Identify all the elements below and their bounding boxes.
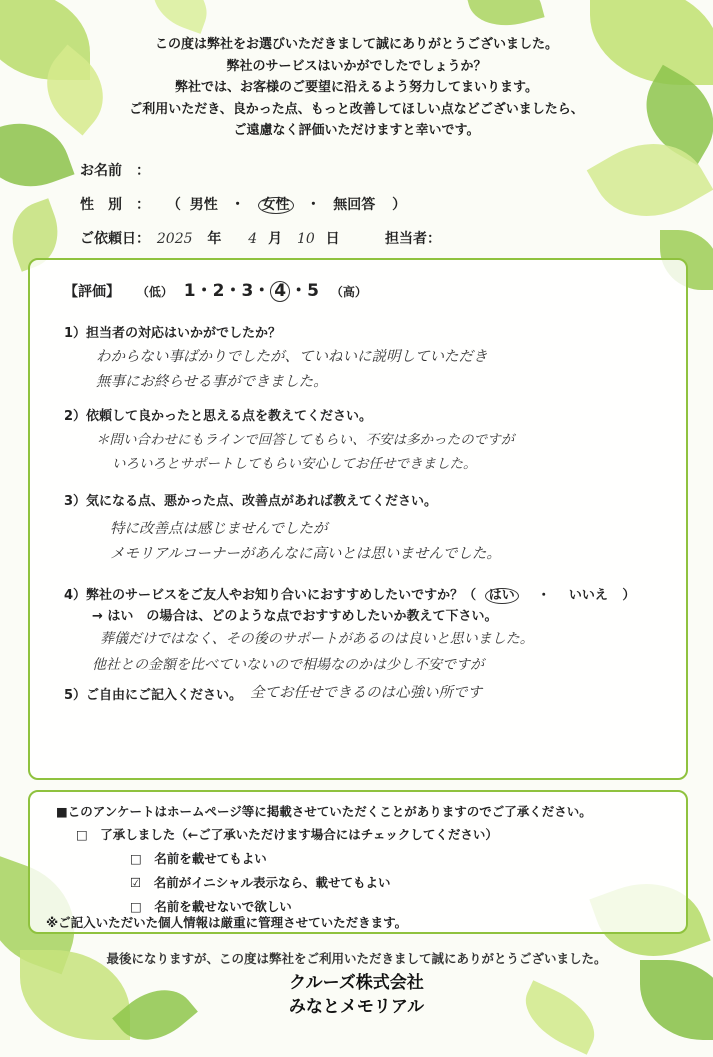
- consent-notice: ■このアンケートはホームページ等に掲載させていただくことがありますのでご了承ください。: [56, 804, 592, 819]
- answer-yes-circled[interactable]: はい: [485, 588, 519, 604]
- privacy-note: ※ご記入いただいた個人情報は厳重に管理させていただきます。: [46, 915, 408, 930]
- intro-line: ご利用いただき、良かった点、もっと改善してほしい点などございましたら、: [129, 101, 584, 117]
- rating-row: 【評価】 （低） 1・2・3・ 4 ・5 （高）: [64, 281, 367, 301]
- answer-3-line: 特に改善点は感じませんでしたが: [110, 521, 328, 537]
- company-name: クルーズ株式会社: [289, 973, 424, 993]
- rating-label: 【評価】: [64, 284, 120, 300]
- question-5: 5）ご自由にご記入ください。: [64, 688, 243, 703]
- answer-4-line: 葬儀だけではなく、その後のサポートがあるのは良いと思いました。: [100, 631, 534, 647]
- name-field: [80, 160, 150, 180]
- gender-close: ）: [392, 197, 407, 213]
- question-4-close: ）: [622, 588, 636, 603]
- question-4-text: 4）弊社のサービスをご友人やお知り合いにおすすめしたいですか？（: [64, 588, 477, 603]
- name-label: お名前 ：: [80, 163, 150, 179]
- gender-dot: ・: [230, 197, 245, 213]
- answer-2-line: ＊問い合わせにもラインで回答してもらい、不安は多かったのですが: [96, 432, 515, 448]
- date-field: [80, 228, 640, 248]
- answer-5: 全てお任せできるのは心強い所です: [250, 685, 482, 701]
- intro-line: ご遠慮なく評価いただけますと幸いです。: [233, 123, 480, 138]
- question-4-sub: → はい の場合は、どのような点でおすすめしたいか教えて下さい。: [92, 609, 498, 624]
- answer-4-line: 他社との金額を比べていないので相場なのかは少し不安ですが: [92, 657, 484, 673]
- year-unit: 年: [207, 231, 222, 247]
- gender-male[interactable]: 男性: [189, 197, 218, 213]
- rating-1[interactable]: 1: [183, 281, 196, 301]
- intro-line: 弊社では、お客様のご要望に沿えるよう努力してまいります。: [175, 80, 538, 95]
- rating-high: （高）: [330, 285, 367, 299]
- question-2: 2）依頼して良かったと思える点を教えてください。: [64, 409, 373, 424]
- intro-message: [0, 34, 713, 142]
- question-3: 3）気になる点、悪かった点、改善点があれば教えてください。: [64, 494, 438, 509]
- gender-female-circled[interactable]: 女性: [258, 197, 294, 214]
- gender-field: [80, 194, 406, 214]
- answer-no[interactable]: いいえ: [568, 588, 608, 603]
- rating-low: （低）: [136, 285, 173, 299]
- option-name-no[interactable]: □ 名前を載せないで欲しい: [130, 899, 292, 914]
- month-unit: 月: [268, 231, 283, 247]
- gender-dot: ・: [306, 197, 321, 213]
- intro-line: 弊社のサービスはいかがでしたでしょうか？: [226, 58, 487, 74]
- rating-2[interactable]: 2: [212, 281, 225, 301]
- intro-line: この度は弊社をお選びいただきまして誠にありがとうございました。: [154, 37, 558, 52]
- closing-message: 最後になりますが、この度は弊社をご利用いただきまして誠にありがとうございました。: [106, 951, 607, 966]
- gender-none[interactable]: 無回答: [333, 197, 376, 213]
- day-unit: 日: [325, 231, 340, 247]
- month-value: 4: [248, 231, 258, 247]
- option-initial-ok-checked[interactable]: ☑ 名前がイニシャル表示なら、載せてもよい: [130, 875, 391, 890]
- answer-1-line: 無事にお終らせる事ができました。: [96, 374, 328, 390]
- gender-label: 性 別 ：: [80, 197, 150, 213]
- answer-2-line: いろいろとサポートしてもらい安心してお任せできました。: [112, 456, 477, 472]
- rating-3[interactable]: 3: [241, 281, 254, 301]
- option-name-ok[interactable]: □ 名前を載せてもよい: [130, 851, 267, 866]
- day-value: 10: [296, 231, 315, 247]
- consent-agree-checkbox[interactable]: □ 了承しました（←ご了承いただけます場合にはチェックしてください）: [76, 827, 498, 842]
- staff-label: 担当者：: [385, 231, 441, 247]
- question-1: 1）担当者の対応はいかがでしたか？: [64, 326, 282, 341]
- gender-open: （: [166, 197, 181, 213]
- rating-4-circled[interactable]: 4: [270, 281, 290, 302]
- question-4: [64, 584, 635, 604]
- answer-1-line: わからない事ばかりでしたが、ていねいに説明していただき: [96, 349, 488, 365]
- company-subname: みなとメモリアル: [288, 997, 425, 1017]
- answer-3-line: メモリアルコーナーがあんなに高いとは思いませんでした。: [110, 546, 501, 562]
- yes-no-dot: ・: [537, 588, 551, 603]
- year-value: 2025: [156, 231, 193, 247]
- date-label: ご依頼日：: [80, 231, 150, 247]
- rating-5[interactable]: 5: [307, 281, 319, 301]
